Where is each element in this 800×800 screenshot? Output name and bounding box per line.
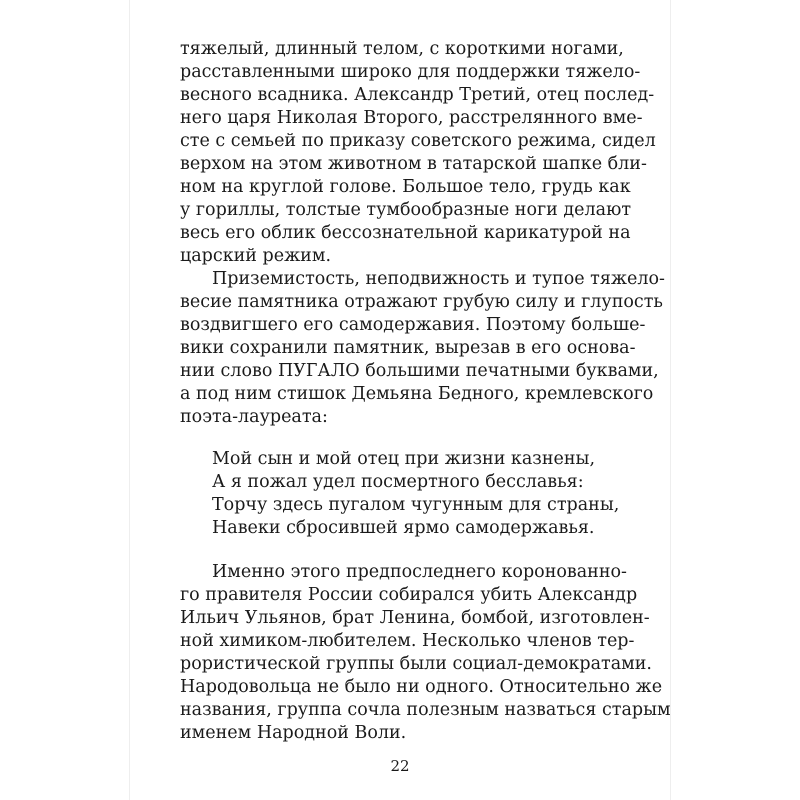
page-number: 22 [390,757,410,775]
text-line: названия, группа сочла полезным назваться старым [180,700,671,720]
text-line: вики сохранили памятник, вырезав в его основа- [180,338,636,358]
verse-line: Торчу здесь пугалом чугунным для страны, [212,495,620,515]
text-line: тяжелый, длинный телом, с короткими ногами, [180,39,624,59]
text-line: Народовольца не было ни одного. Относительно же [180,677,663,697]
text-line: весного всадника. Александр Третий, отец послед- [180,85,655,105]
verse-line: Мой сын и мой отец при жизни казнены, [212,449,596,469]
text-line: нии слово ПУГАЛО большими печатными буквами, [180,361,659,381]
text-line: сте с семьей по приказу советского режима, сидел [180,131,656,151]
text-line: расставленными широко для поддержки тяжело- [180,62,641,82]
text-line: Ильич Ульянов, брат Ленина, бомбой, изготовлен- [180,608,650,628]
text-line: поэта-лауреата: [180,407,328,427]
text-line: царский режим. [180,246,332,266]
text-line: него царя Николая Второго, расстрелянного вме- [180,108,643,128]
verse-line: Навеки сбросившей ярмо самодержавья. [212,518,595,538]
text-line: воздвигшего его самодержавия. Поэтому больше- [180,315,646,335]
text-line: Именно этого предпоследнего коронованно- [212,562,627,582]
text-line: рористической группы были социал-демократами. [180,654,652,674]
text-line: весие памятника отражают грубую силу и глупость [180,292,663,312]
text-line: ном на круглой голове. Большое тело, грудь как [180,177,631,197]
text-line: верхом на этом животном в татарской шапке бли- [180,154,647,174]
text-line: у гориллы, толстые тумбообразные ноги делают [180,200,632,220]
text-line: а под ним стишок Демьяна Бедного, кремлевского [180,384,654,404]
verse-line: А я пожал удел посмертного бесславья: [212,472,584,492]
text-line: весь его облик бессознательной карикатурой на [180,223,631,243]
text-line: го правителя России собирался убить Александр [180,585,638,605]
text-line: именем Народной Воли. [180,723,407,743]
text-line: Приземистость, неподвижность и тупое тяжело- [212,269,665,289]
book-page [130,0,670,800]
text-line: ной химиком-любителем. Несколько членов тер- [180,631,635,651]
